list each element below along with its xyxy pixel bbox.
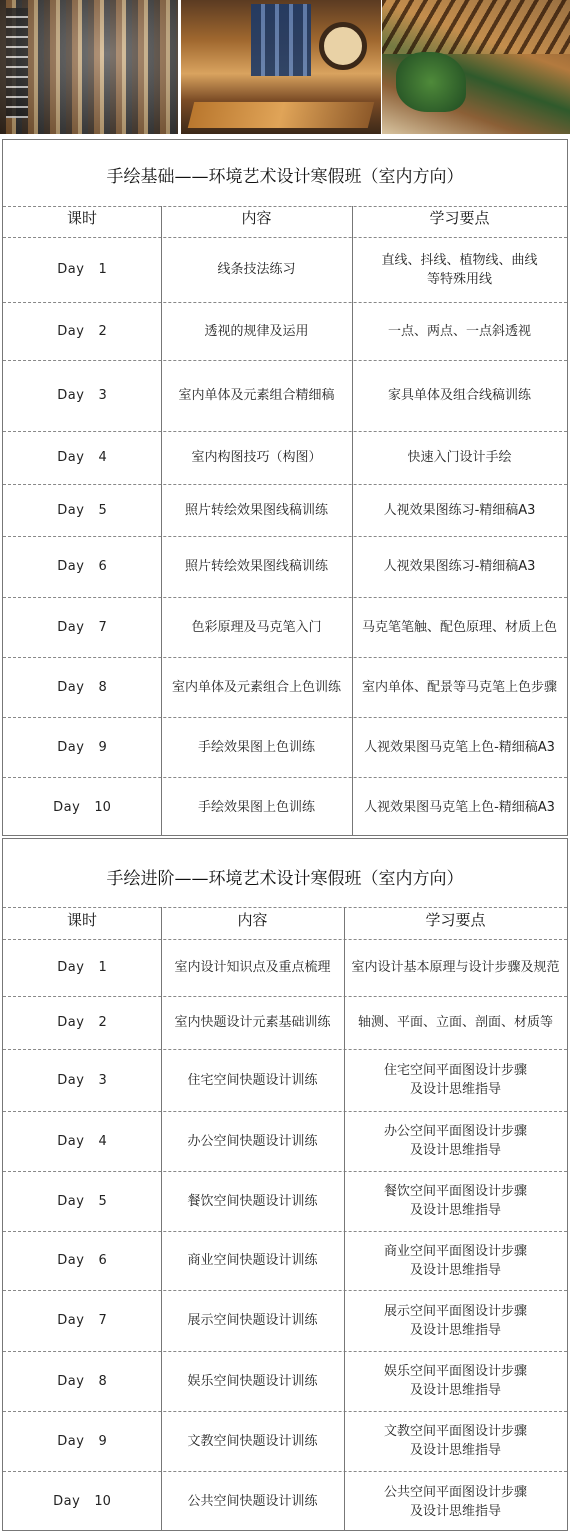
lesson-content-cell: 色彩原理及马克笔入门 (191, 619, 322, 635)
lesson-content-cell: 室内单体及元素组合精细稿 (178, 388, 335, 403)
day-label: Day (57, 559, 85, 574)
day-label: Day (57, 1072, 85, 1088)
day-label: Day (57, 502, 85, 518)
lesson-points-cell: 快速入门设计手绘 (407, 450, 512, 465)
day-number: 5 (98, 502, 107, 518)
lesson-content-cell: 室内构图技巧（构图） (191, 450, 322, 465)
table-title: 手绘进阶——环境艺术设计寒假班（室内方向） (106, 869, 464, 889)
day-number: 5 (98, 1193, 107, 1209)
interior-sketch-image (382, 0, 570, 134)
course-table-advanced (2, 838, 568, 1531)
lesson-day-cell (3, 996, 161, 1049)
lesson-day-cell (3, 536, 161, 597)
lesson-content-cell: 餐饮空间快题设计训练 (187, 1193, 318, 1209)
day-label: Day (57, 323, 85, 339)
lesson-points-cell: 直线、抖线、植物线、曲线 等特殊用线 (381, 252, 538, 287)
lesson-content-cell: 公共空间快题设计训练 (187, 1494, 318, 1509)
day-label: Day (57, 1433, 85, 1449)
day-number: 9 (98, 739, 107, 755)
column-header: 学习要点 (425, 910, 486, 929)
lesson-content-cell: 室内单体及元素组合上色训练 (171, 679, 341, 695)
lesson-content-cell: 照片转绘效果图线稿训练 (184, 502, 328, 518)
day-label: Day (57, 679, 85, 695)
table-title: 手绘基础——环境艺术设计寒假班（室内方向） (106, 167, 464, 187)
day-label: Day (57, 450, 85, 465)
lesson-day-cell (3, 657, 161, 717)
interior-sketch-image (0, 0, 178, 134)
interior-sketch-image (181, 0, 381, 134)
lesson-day-cell (3, 777, 161, 837)
day-label: Day (57, 1015, 85, 1030)
lesson-points-cell: 一点、两点、一点斜透视 (387, 323, 531, 339)
day-number: 3 (98, 388, 107, 403)
lesson-content-cell: 住宅空间快题设计训练 (187, 1072, 318, 1088)
day-label: Day (57, 1193, 85, 1209)
lesson-points-cell: 娱乐空间平面图设计步骤 及设计思维指导 (383, 1364, 527, 1398)
day-label: Day (57, 619, 85, 635)
day-label: Day (57, 960, 85, 975)
lesson-points-cell: 人视效果图练习-精细稿A3 (383, 559, 536, 574)
lesson-day-cell (3, 431, 161, 484)
lesson-day-cell (3, 484, 161, 536)
lesson-day-cell (3, 1411, 161, 1471)
column-header: 学习要点 (429, 209, 490, 227)
lesson-content-cell: 办公空间快题设计训练 (187, 1133, 318, 1149)
lesson-content-cell: 商业空间快题设计训练 (187, 1253, 318, 1268)
day-number: 1 (98, 960, 107, 975)
lesson-day-cell (3, 1351, 161, 1411)
day-label: Day (57, 262, 85, 277)
lesson-points-cell: 展示空间平面图设计步骤 及设计思维指导 (383, 1303, 527, 1338)
lesson-day-cell (3, 1290, 161, 1351)
day-label: Day (57, 739, 85, 755)
lesson-points-cell: 人视效果图马克笔上色-精细稿A3 (364, 739, 555, 755)
day-number: 6 (98, 559, 107, 574)
lesson-content-cell: 室内设计知识点及重点梳理 (174, 960, 331, 975)
day-number: 2 (98, 1015, 107, 1030)
lesson-day-cell (3, 237, 161, 302)
lesson-day-cell (3, 597, 161, 657)
lesson-points-cell: 人视效果图马克笔上色-精细稿A3 (364, 799, 555, 815)
lesson-content-cell: 手绘效果图上色训练 (197, 799, 315, 815)
lesson-points-cell: 室内单体、配景等马克笔上色步骤 (361, 679, 557, 695)
lesson-day-cell (3, 302, 161, 360)
lesson-content-cell: 室内快题设计元素基础训练 (174, 1015, 331, 1030)
day-number: 4 (98, 450, 107, 465)
lesson-points-cell: 人视效果图练习-精细稿A3 (383, 502, 536, 518)
column-header: 内容 (241, 209, 272, 227)
day-label: Day (57, 1373, 85, 1389)
day-number: 1 (98, 262, 107, 277)
lesson-content-cell: 手绘效果图上色训练 (197, 739, 315, 755)
day-number: 7 (98, 619, 107, 635)
lesson-points-cell: 轴测、平面、立面、剖面、材质等 (357, 1015, 553, 1030)
lesson-day-cell (3, 1171, 161, 1231)
day-label: Day (57, 388, 85, 403)
lesson-day-cell (3, 360, 161, 431)
lesson-points-cell: 办公空间平面图设计步骤 及设计思维指导 (383, 1124, 527, 1158)
hero-image-strip (0, 0, 570, 138)
lesson-day-cell (3, 1471, 161, 1532)
lesson-content-cell: 照片转绘效果图线稿训练 (184, 559, 328, 574)
day-number: 7 (98, 1313, 107, 1328)
day-number: 8 (98, 1373, 107, 1389)
day-number: 3 (98, 1072, 107, 1088)
day-number: 2 (98, 323, 107, 339)
lesson-content-cell: 展示空间快题设计训练 (187, 1313, 318, 1328)
lesson-points-cell: 马克笔笔触、配色原理、材质上色 (361, 619, 557, 635)
day-number: 6 (98, 1253, 107, 1268)
lesson-points-cell: 住宅空间平面图设计步骤 及设计思维指导 (383, 1063, 527, 1097)
lesson-day-cell (3, 939, 161, 996)
day-number: 10 (94, 1494, 111, 1509)
column-header: 内容 (237, 910, 268, 929)
lesson-points-cell: 室内设计基本原理与设计步骤及规范 (351, 960, 560, 975)
lesson-day-cell (3, 1231, 161, 1290)
lesson-points-cell: 商业空间平面图设计步骤 及设计思维指导 (383, 1243, 527, 1278)
day-label: Day (57, 1253, 85, 1268)
day-label: Day (57, 1313, 85, 1328)
lesson-content-cell: 线条技法练习 (217, 262, 296, 277)
lesson-points-cell: 文教空间平面图设计步骤 及设计思维指导 (383, 1424, 527, 1458)
lesson-points-cell: 餐饮空间平面图设计步骤 及设计思维指导 (383, 1184, 527, 1218)
lesson-content-cell: 文教空间快题设计训练 (187, 1433, 318, 1449)
lesson-day-cell (3, 1049, 161, 1111)
course-table-basic (2, 139, 568, 836)
day-label: Day (53, 799, 81, 815)
column-header: 课时 (66, 209, 97, 227)
day-number: 10 (94, 799, 111, 815)
day-label: Day (53, 1494, 81, 1509)
lesson-day-cell (3, 717, 161, 777)
column-header: 课时 (66, 910, 97, 929)
lesson-points-cell: 家具单体及组合线稿训练 (387, 388, 531, 403)
day-number: 4 (98, 1133, 107, 1149)
day-number: 9 (98, 1433, 107, 1449)
lesson-day-cell (3, 1111, 161, 1171)
day-label: Day (57, 1133, 85, 1149)
day-number: 8 (98, 679, 107, 695)
lesson-content-cell: 娱乐空间快题设计训练 (187, 1373, 318, 1389)
lesson-points-cell: 公共空间平面图设计步骤 及设计思维指导 (383, 1484, 527, 1519)
lesson-content-cell: 透视的规律及运用 (204, 323, 309, 339)
